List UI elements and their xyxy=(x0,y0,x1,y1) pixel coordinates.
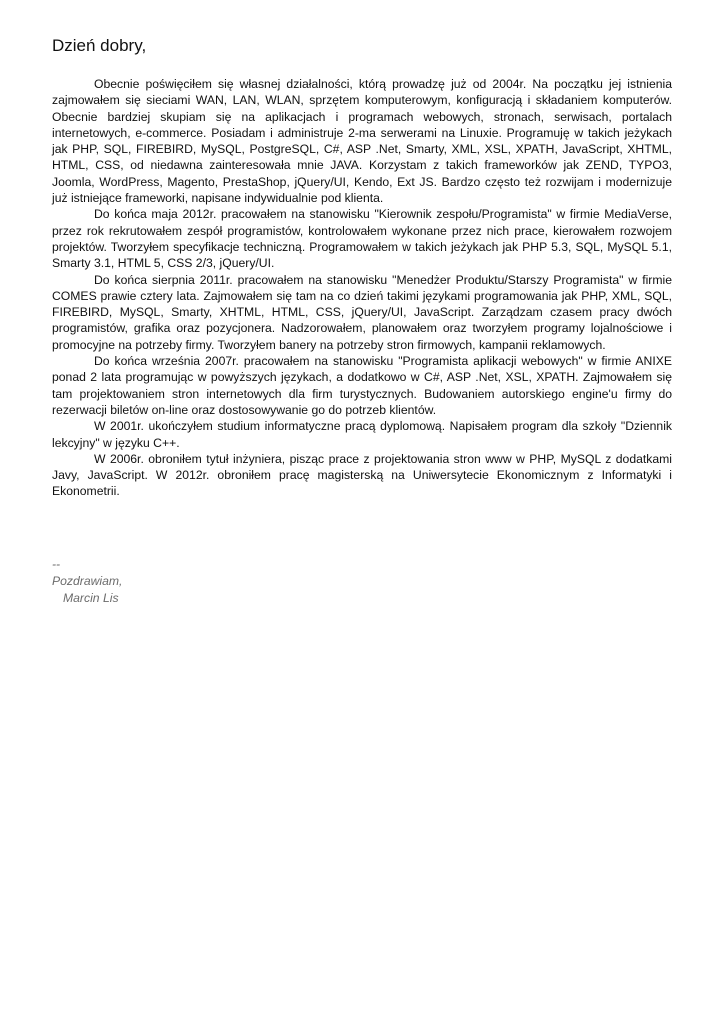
paragraph-current-business: Obecnie poświęciłem się własnej działalności, którą prowadzę już od 2004r. Na początku jej istnienia zajmowałem się sieciami WAN, LAN, WLAN, sprzętem komputerowym, konfiguracją i składaniem komputerów. Obecnie bardziej skupiam się na aplikacjach i programach webowych, stronach, serwisach, portalach internetowych, e-commerce. Posiadam i administruje 2-ma serwerami na Linuxie. Programuję w takich jeżykach jak PHP, SQL, FIREBIRD, MySQL, PostgreSQL, C#, ASP .Net, Smarty, XML, XSL, XPATH, JavaScript, XHTML, HTML, CSS, od niedawna zainteresowała mnie JAVA. Korzystam z takich frameworków jak ZEND, TYPO3, Joomla, WordPress, Magento, PrestaShop, jQuery/UI, Kendo, Ext JS. Bardzo często też rozwijam i modernizuje już istniejące frameworki, napisane indywidualnie pod klienta. xyxy=(52,77,672,206)
signature-name: Marcin Lis xyxy=(63,591,119,605)
signature-separator: -- xyxy=(52,557,61,571)
paragraph-mediaverse: Do końca maja 2012r. pracowałem na stanowisku "Kierownik zespołu/Programista" w firmie MediaVerse, przez rok rekrutowałem zespół programistów, kontrolowałem wykonane przez nich prace, kierowałem rozwojem projektów. Tworzyłem specyfikacje techniczną. Programowałem w takich jeżykach jak PHP 5.3, SQL, MySQL 5.1, Smarty 3.1, HTML 5, CSS 2/3, jQuery/UI. xyxy=(52,207,672,271)
signature-closing: Pozdrawiam, xyxy=(52,574,123,588)
signature-block xyxy=(52,556,122,607)
paragraph-anixe: Do końca września 2007r. pracowałem na stanowisku "Programista aplikacji webowych" w firmie ANIXE ponad 2 lata programując w powyższych językach, a dodatkowo w C#, ASP .Net, XSL, XPATH. Zajmowałem się tam projektowaniem stron internetowych dla firm turystycznych. Budowaniem autorskiego engine'u firmy do rezerwacji biletów on-line oraz dostosowywanie go do potrzeb klientów. xyxy=(52,354,672,417)
paragraph-comes: Do końca sierpnia 2011r. pracowałem na stanowisku "Menedżer Produktu/Starszy Programista" w firmie COMES prawie cztery lata. Zajmowałem się tam na co dzień takimi językami programowania jak PHP, XML, SQL, FIREBIRD, MySQL, Smarty, XHTML, HTML, CSS, jQuery/UI, JavaScript. Zarządzam czasem pracy dwóch programistów, grafika oraz pozycjonera. Nadzorowałem, planowałem oraz tworzyłem programy lojalnościowe i promocyjne na potrzeby firmy. Tworzyłem banery na potrzeby stron firmowych, kampanii reklamowych. xyxy=(52,272,672,352)
letter-body xyxy=(52,36,672,500)
greeting: Dzień dobry, xyxy=(52,36,147,55)
paragraph-studium: W 2001r. ukończyłem studium informatyczne pracą dyplomową. Napisałem program dla szkoły "Dziennik lekcyjny" w języku C++. xyxy=(52,419,672,450)
paragraph-degrees: W 2006r. obroniłem tytuł inżyniera, pisząc prace z projektowania stron www w PHP, MySQL z dodatkami Javy, JavaScript. W 2012r. obroniłem pracę magisterską na Uniwersytecie Ekonomicznym z Informatyki i Ekonometrii. xyxy=(52,451,672,499)
